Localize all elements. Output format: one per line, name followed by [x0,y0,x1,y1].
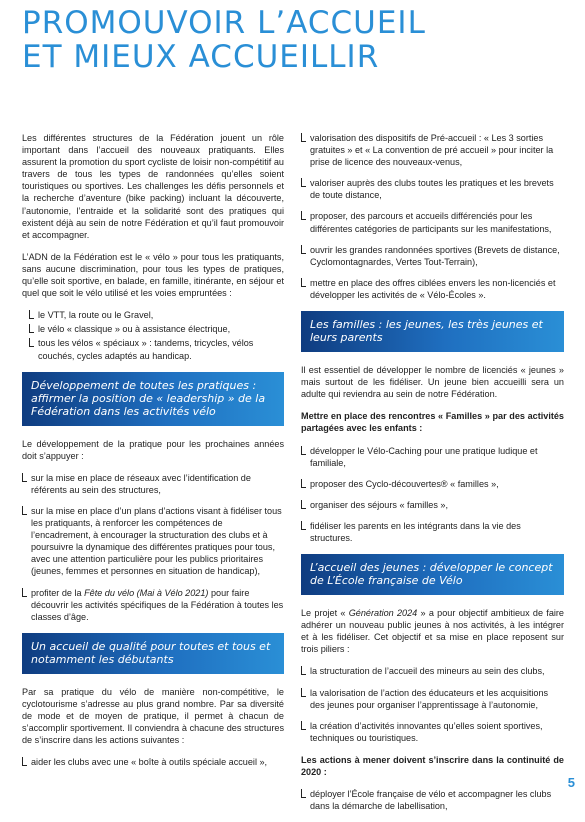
list-item: ouvrir les grandes randonnées sportives (Brevets de distance, Cyclomontagnardes, Vertes Tout-Terrain), [301,244,564,268]
section-banner-familles: Les familles : les jeunes, les très jeunes et leurs parents [301,311,564,352]
list-item: aider les clubs avec une « boîte à outils spéciale accueil », [22,756,284,768]
generation-paragraph: Le projet « Génération 2024 » a pour objectif ambitieux de faire adhérer un nouveau public jeunes à nos activités, à les intégrer et à les fidéliser. Cet objectif et sa mise en place reposent sur trois piliers : [301,608,564,655]
list-item: la création d’activités innovantes qu’elles soient sportives, techniques ou touristiques. [301,720,564,744]
left-column [22,132,284,778]
list-item: tous les vélos « spéciaux » : tandems, tricycles, vélos couchés, cycles adaptés au handicap. [22,337,284,361]
continuite-list [301,788,564,812]
list-item: déployer l’École française de vélo et accompagner les clubs dans la démarche de labellisation, [301,788,564,812]
list-item: organiser des séjours « familles », [301,499,564,511]
list-item: développer le Vélo-Caching pour une pratique ludique et familiale, [301,445,564,469]
actions-list [301,132,564,301]
title-line-2: ET MIEUX ACCUEILLIR [22,39,380,75]
list-item: le vélo « classique » ou à assistance électrique, [22,323,284,335]
title-line-1: PROMOUVOIR L’ACCUEIL [22,5,426,41]
familles-paragraph: Il est essentiel de développer le nombre de licenciés « jeunes » mais surtout de les fidéliser. Un jeune bien accueilli sera un adulte qui reviendra au sein de notre Fédération. [301,365,564,400]
list-item: la structuration de l’accueil des mineurs au sein des clubs, [301,665,564,677]
intro-paragraph: Les différentes structures de la Fédération jouent un rôle important dans l’accueil des nouveaux pratiquants. Elles assurent la promotion du sport cycliste de loisir non-compétitif au travers de tous les types de randonnées qu’elles soient touristiques ou sportives. Les challenges les défis personnels et la recherche d’aventure (bike packing) incluant la découverte, l’autonomie, l’entraide et la solidarité sont des pratiques qui existent déjà au sein de notre Fédération et qu’il faut promouvoir et accompagner. [22,133,284,240]
section-banner-accueil: Un accueil de qualité pour toutes et tous et notamment les débutants [22,633,284,674]
piliers-list [301,665,564,743]
list-item: sur la mise en place d’un plans d’actions visant à fidéliser tous les pratiquants, à renforcer les compétences de l’encadrement, à encourager la structuration des clubs et à poursuivre la dynamique des différentes pratiques pour tous, avec une attention particulière pour les publics prioritaires (jeunes, femmes et personnes en situation de handicap), [22,505,284,578]
bike-types-list [22,309,284,361]
page-number: 5 [567,775,575,790]
list-item: fidéliser les parents en les intégrants dans la vie des structures. [301,520,564,544]
accueil-paragraph: Par sa pratique du vélo de manière non-compétitive, le cyclotourisme s’adresse au plus grand nombre. Par sa diversité de mode et de moyen de pratique, il permet à chacun de s’accomplir sportivement. Il conviendra à chacune des structures de s’inscrire dans les actions suivantes : [22,686,284,746]
list-item: la valorisation de l’action des éducateurs et les acquisitions des jeunes pour organiser l’apprentissage à l’autonomie, [301,687,564,711]
list-item: sur la mise en place de réseaux avec l’identification de référents au sein des structures, [22,472,284,496]
section-banner-developpement: Développement de toutes les pratiques : affirmer la position de « leadership » de la Fédération dans les activités vélo [22,372,284,426]
list-item: proposer des Cyclo-découvertes® « familles », [301,478,564,490]
list-item: valorisation des dispositifs de Pré-accueil : « Les 3 sorties gratuites » et « La convention de pré accueil » pour inciter la prise de licence des nouveaux-venus, [301,132,564,168]
accueil-list [22,756,284,768]
list-item: mettre en place des offres ciblées envers les non-licenciés et développer les activités de « Vélo-Écoles ». [301,277,564,301]
familles-list [301,445,564,545]
list-item: le VTT, la route ou le Gravel, [22,309,284,321]
adn-paragraph: L’ADN de la Fédération est le « vélo » pour tous les pratiquants, sans aucune discrimination, pour tous les types de pratiques, qu’elle soit sportive, en balade, en famille, itinérante, en séjour et quel que soit le vélo utilisé et les voies empruntées : [22,251,284,299]
list-item: proposer, des parcours et accueils différenciés pour les différentes catégories de participants sur les manifestations, [301,210,564,234]
development-list [22,472,284,623]
list-item: valoriser auprès des clubs toutes les pratiques et les brevets de toute distance, [301,177,564,201]
continuite-paragraph: Les actions à mener doivent s’inscrire dans la continuité de 2020 : [301,754,564,777]
development-paragraph: Le développement de la pratique pour les prochaines années doit s’appuyer : [22,438,284,461]
section-banner-jeunes: L’accueil des jeunes : développer le concept de L’École française de Vélo [301,554,564,595]
right-column [301,132,564,822]
list-item: profiter de la Fête du vélo (Mai à Vélo 2021) pour faire découvrir les activités spécifiques de la Fédération à toutes les classes d’âge. [22,587,284,623]
familles-bold-paragraph: Mettre en place des rencontres « Familles » par des activités partagées avec les enfants : [301,411,564,434]
page-title [22,6,572,74]
